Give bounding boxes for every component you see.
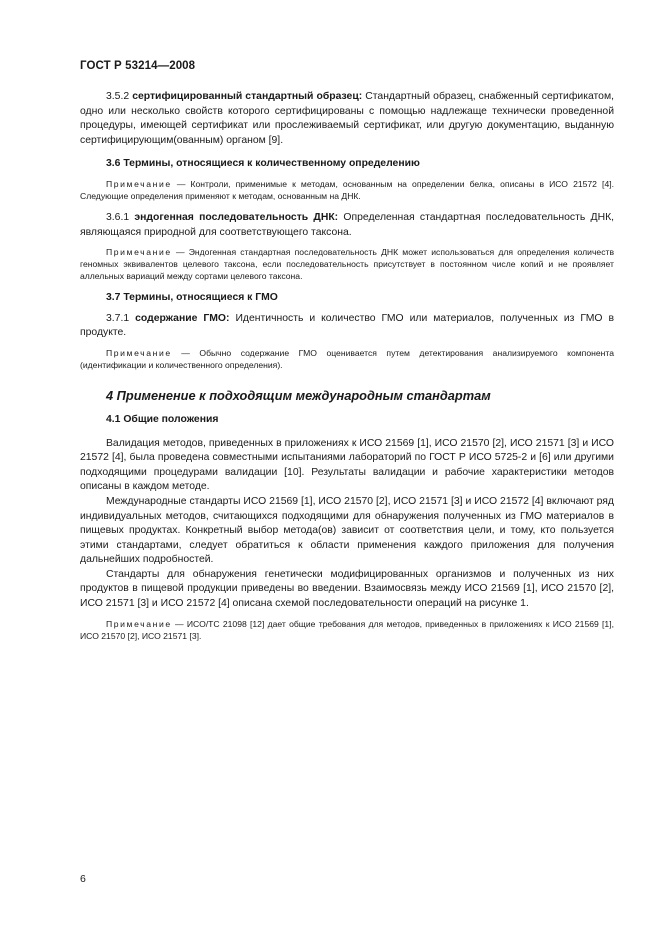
document-header: ГОСТ Р 53214—2008 [80, 60, 196, 72]
definition-text: Идентичность и количество ГМО или материалов, полученных из ГМО в продукте. [80, 312, 614, 339]
definition-3-7-1 [80, 312, 614, 341]
definition-text: Стандартный образец, снабженный сертификатом, одно или несколько свойств которого сертифицированы с помощью надлежаще технически проведенной процедуры, имеющей сертификат или прослеживаемый сертификат, или другую документацию, выданную сертифицирующим(ованным) органом [9]. [80, 91, 614, 146]
section-heading-4: 4 Применение к подходящим международным стандартам [106, 387, 491, 403]
clause-number: 3.7.1 [106, 312, 130, 324]
definition-3-6-1 [80, 211, 614, 240]
note-3-6-1 [80, 246, 614, 282]
note-label: Примечание [106, 247, 172, 258]
paragraph-international-standards: Международные стандарты ИСО 21569 [1], ИСО 21570 [2], ИСО 21571 [3] и ИСО 21572 [4] включают ряд индивидуальных методов, считающихся подходящими для обнаружения полученных из ГМО материалов в пищевых продуктах. Конкретный выбор метода(ов) зависит от соответствия цели, и тому, кто пользуется этими стандартами, следует обратиться к области применения каждого приложения для получения дальнейших подробностей. [80, 495, 614, 566]
paragraph-validation: Валидация методов, приведенных в приложениях к ИСО 21569 [1], ИСО 21570 [2], ИСО 21571 [3] и ИСО 21572 [4], была проведена совместными испытаниями лабораторий по ГОСТ Р ИСО 5725-2 и [6] или другими подходящими процедурами валидации [10]. Результаты валидации и рабочие характеристики методов описаны в каждом методе. [80, 437, 614, 493]
term: содержание ГМО: [135, 312, 230, 324]
term: сертифицированный стандартный образец: [132, 91, 363, 102]
section-heading-3-6: 3.6 Термины, относящиеся к количественному определению [106, 158, 420, 170]
page-content [80, 90, 614, 642]
paragraph-gmo-standards: Стандарты для обнаружения генетически модифицированных организмов и полученных из них продуктов в пищевой продукции приведены во введении. Взаимосвязь между ИСО 21569 [1], ИСО 21570 [2], ИСО 21571 [3] и ИСО 21572 [4] описана схемой последовательности операций на рисунке 1. [80, 568, 614, 610]
note-3-6 [80, 178, 614, 202]
term: эндогенная последовательность ДНК: [134, 211, 339, 223]
note-label: Примечание [106, 618, 172, 629]
note-text: — Эндогенная стандартная последовательность ДНК может использоваться для определения количеств геномных эквивалентов целевого таксона, если последовательность присутствует в постоянном числе копий и не проявляет аллельных вариаций между сортами целевого таксона. [80, 247, 615, 282]
note-4-1 [80, 618, 614, 642]
definition-text: Определенная стандартная последовательность ДНК, являющаяся природной для соответствующего таксона. [80, 211, 615, 238]
definition-3-5-2 [80, 90, 614, 148]
page-number: 6 [80, 873, 86, 885]
note-text: — Контроли, применимые к методам, основанным на определении белка, описаны в ИСО 21572 [4]. Следующие определения применяют к методам, основанным на ДНК. [80, 178, 614, 201]
note-label: Примечание [106, 347, 172, 358]
clause-number: 3.5.2 [106, 91, 130, 102]
note-text: — ИСО/ТС 21098 [12] дает общие требования для методов, приведенных в приложениях к ИСО 21569 [1], ИСО 21570 [2], ИСО 21571 [3]. [80, 618, 614, 641]
section-heading-4-1: 4.1 Общие положения [106, 413, 219, 425]
note-label: Примечание [106, 178, 172, 189]
note-text: — Обычно содержание ГМО оценивается путем детектирования анализируемого компонента (идентификации и количественного определения). [80, 347, 614, 370]
note-3-7-1 [80, 347, 614, 371]
clause-number: 3.6.1 [106, 211, 130, 223]
section-heading-3-7: 3.7 Термины, относящиеся к ГМО [106, 292, 278, 304]
